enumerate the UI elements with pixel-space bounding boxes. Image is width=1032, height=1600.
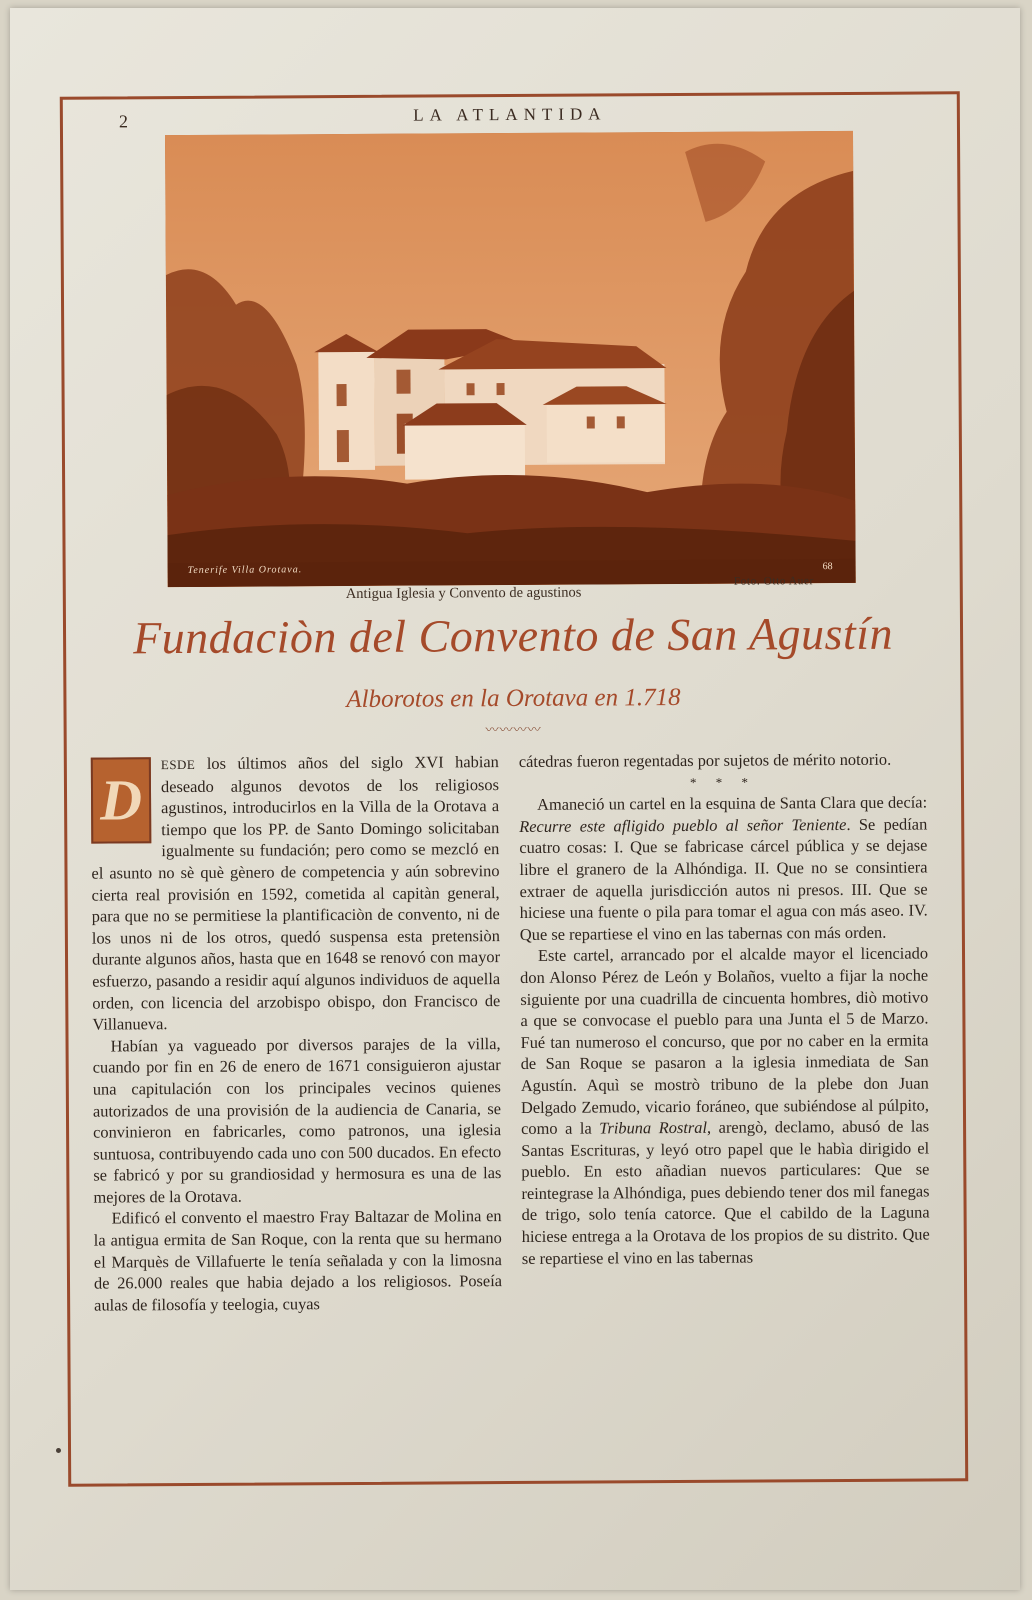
paragraph-text: , arengò, declamo, abusó de las Santas Escrituras, y leyó otro papel que le habìa dirigido el pueblo. En esto añadian nuevos particulares: Que se reintegrase la Alhóndiga, pues debiendo tener dos mil fanegas de trigo, solo tenía catorce. Que el cabildo de la Laguna hiciese entrega a la Orotava de los propios de su distrito. Que se repartiese el vino en las tabernas [521, 1116, 930, 1268]
article-subtitle: Alborotos en la Orotava en 1.718 [346, 683, 681, 714]
title-ornament: 〰〰〰〰 [485, 721, 542, 738]
opening-paragraph [91, 751, 501, 1035]
paragraph-text: Amaneció un cartel en la esquina de Santa Clara que decía: [537, 792, 928, 815]
section-separator: * * * [689, 774, 757, 790]
paragraph-text: los últimos años del siglo XVI habian deseado algunos devotos de los religiosos agustinos, introducirlos en la Villa de la Orotava a tiempo que los PP. de Santo Domingo solicitaban igualmente su fundación; pero como se mezcló en el asunto no sè què gènero de competencia y aún sobrevino cierta real provisión en 1592, cometida al capitàn general, para que no se permitiese la plantificaciòn de convento, ni de los unos ni de los otros, quedó suspensa esta pretensiòn durante algunos años, hasta que en 1648 se renovó con mayor esfuerzo, pasando a residir aquí algunos individuos de aquella orden, con licencia del arzobispo obispo, don Francisco de Villanueva. [91, 752, 501, 1034]
running-title: LA ATLANTIDA [413, 104, 607, 125]
photo-credit: Foto. Otto Auer [733, 575, 814, 588]
lead-smallcaps: ESDE [160, 756, 196, 773]
convent-illustration [165, 131, 856, 587]
paragraph: Edificó el convento el maestro Fray Baltazar de Molina en la antigua ermita de San Roque, con la renta que su hermano el Marquès de Villafuerte le tenía señalada y con la limosna de 26.000 reales que habia dejado a los religiosos. Poseía aulas de filosofía y teelogia, cuyas [93, 1206, 503, 1315]
paragraph: Habían ya vagueado por diversos parajes de la villa, cuando por fin en 26 de enero de 1671 consiguieron ajustar una capitulación con los principales vecinos quienes autorizados de una provisión de la audiencia de Canaria, se convinieron en fabricarles, como patronos, una iglesia suntuosa, contribuyendo cada uno con 500 ducados. En efecto se fabricó y por su grandiosidad y hermosura es una de las mejores de la Orotava. [92, 1033, 502, 1207]
quoted-text: Tribuna Rostral [599, 1117, 708, 1138]
photo-imprint: Tenerife Villa Orotava. [187, 564, 303, 576]
left-column [91, 751, 502, 1316]
article-title: Fundaciòn del Convento de San Agustín [132, 607, 894, 664]
drop-cap: D [91, 757, 152, 843]
paragraph-text: . Se pedían cuatro cosas: I. Que se fabricase cárcel pública y se dejase libre el granero de la Alhóndiga. II. Que no se consintiera extraer de aquella jurisdicción autos ni presos. III. Que se hiciese una fuente o pila para tomar el agua con más aseo. IV. Que se repartiese el vino en las tabernas con más orden. [519, 814, 928, 944]
paragraph: cátedras fueron regentadas por sujetos de mérito notorio. [518, 749, 892, 771]
magazine-page [10, 8, 1020, 1590]
paragraph [519, 792, 928, 946]
quoted-text: Recurre este afligido pueblo al señor Teniente [519, 814, 847, 836]
plate-number: 68 [822, 561, 833, 573]
paragraph-text: Este cartel, arrancado por el alcalde mayor el licenciado don Alonso Pérez de León y Bolaños, vuelto a fijar la noche siguiente por una cuadrilla de cincuenta hombres, diò motivo a que se convocase el pueblo para una Junta el 5 de Marzo. Fué tan numeroso el concurso, que por no caber en la ermita de San Roque se pasaron a la iglesia inmediata de San Agustín. Aquì se mostrò tribuno de la plebe don Juan Delgado Zemudo, vicario foráneo, que subiéndose al púlpito, como a la [520, 943, 929, 1139]
church-photograph [165, 131, 856, 587]
page-number: 2 [118, 111, 128, 132]
ink-speck [56, 1448, 61, 1453]
right-column [519, 748, 930, 1269]
paragraph [520, 943, 930, 1269]
photo-caption: Antigua Iglesia y Convento de agustinos [345, 584, 582, 603]
page-frame [60, 91, 968, 1486]
